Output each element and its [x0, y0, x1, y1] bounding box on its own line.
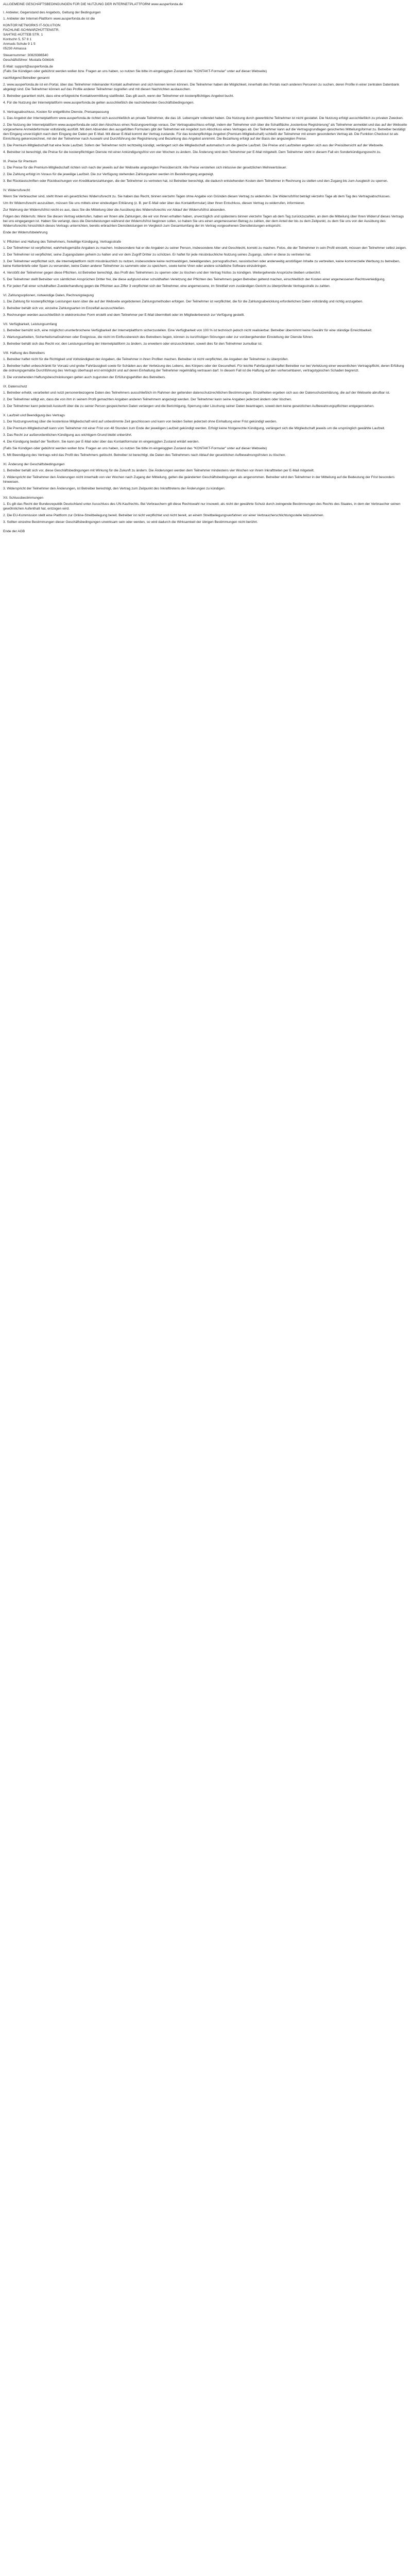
section-heading: III. Preise für Premium: [3, 160, 37, 163]
section-paragraph: 5. Mit Beendigung des Vertrags wird das Profil des Teilnehmers gelöscht. Betreiber ist berechtigt, die Daten des Teilnehmers nach Ablauf der gesetzlichen Aufbewahrungsfristen zu löschen.: [3, 453, 286, 457]
section-paragraph: 1. Die Zahlung für kostenpflichtige Leistungen kann über die auf der Webseite angebotenen Zahlungsmethoden erfolgen. Der Teilnehmer ist verpflichtet, die für die Zahlungsabwicklung erforderlichen Daten vollständig und richtig anzugeben.: [3, 300, 364, 303]
section: [3, 322, 409, 346]
section-paragraph: 4. Die Kündigung bedarf der Textform. Sie kann per E-Mail oder über das Kontaktformular im eingeloggten Zustand erklärt werden.: [3, 440, 200, 444]
section-heading: XI. Änderung der Geschäftsbedingungen: [3, 463, 65, 466]
agb-page: [0, 0, 412, 534]
section-paragraph: 3. Bei Rücklastschriften oder Rückbuchungen von Kreditkartenzahlungen, die der Teilnehmer zu vertreten hat, ist Betreiber berechtigt, die dadurch entstehenden Kosten dem Teilnehmer in Rechnung zu stellen und den Zugang bis zum Ausgleich zu sperren.: [3, 179, 388, 183]
section-heading: VI. Zahlungsoptionen, notwendige Daten, Rechnungslegung: [3, 294, 94, 297]
section-paragraph: Folgen des Widerrufs: Wenn Sie diesen Vertrag widerrufen, haben wir Ihnen alle Zahlungen, die wir von Ihnen erhalten haben, unverzüglich und spätestens binnen vierzehn Tagen ab dem Tag zurückzuzahlen, an dem die Mitteilung über Ihren Widerruf dieses Vertrags bei uns eingegangen ist. Haben Sie verlangt, dass die Dienstleistungen während der Widerrufsfrist beginnen sollen, so haben Sie uns einen angemessenen Betrag zu zahlen, der dem Anteil der bis zu dem Zeitpunkt, zu dem Sie uns von der Ausübung des Widerrufsrechts hinsichtlich dieses Vertrags unterrichten, bereits erbrachten Dienstleistungen im Vergleich zum Gesamtumfang der im Vertrag vorgesehenen Dienstleistungen entspricht.: [3, 215, 404, 228]
section-paragraph: 3. Sollten einzelne Bestimmungen dieser Geschäftsbedingungen unwirksam sein oder werden, so wird dadurch die Wirksamkeit der übrigen Bestimmungen nicht berührt.: [3, 520, 258, 524]
section-paragraph: Wenn Sie Verbraucher sind, steht Ihnen ein gesetzliches Widerrufsrecht zu. Sie haben das Recht, binnen vierzehn Tagen ohne Angabe von Gründen diesen Vertrag zu widerrufen. Die Widerrufsfrist beträgt vierzehn Tage ab dem Tag des Vertragsabschlusses.: [3, 195, 391, 198]
section-paragraph: Zur Wahrung der Widerrufsfrist reicht es aus, dass Sie die Mitteilung über die Ausübung des Widerrufsrechts vor Ablauf der Widerrufsfrist absenden.: [3, 208, 226, 212]
section-paragraph: 6. Für jeden Fall einer schuldhaften Zuwiderhandlung gegen die Pflichten aus Ziffer 3 verpflichtet sich der Teilnehmer, eine angemessene, im Streitfall vom zuständigen Gericht zu überprüfende Vertragsstrafe zu zahlen.: [3, 284, 331, 288]
section-paragraph: 2. Betreiber haftet unbeschränkt für Vorsatz und grobe Fahrlässigkeit sowie für Schäden aus der Verletzung des Lebens, des Körpers oder der Gesundheit. Für leichte Fahrlässigkeit haftet Betreiber nur bei Verletzung einer wesentlichen Vertragspflicht, deren Erfüllung die ordnungsgemäße Durchführung des Vertrags überhaupt erst ermöglicht und auf deren Einhaltung der Teilnehmer regelmäßig vertrauen darf. In diesem Fall ist die Haftung auf den vorhersehbaren, vertragstypischen Schaden begrenzt.: [3, 364, 404, 372]
section-paragraph: 2. Die Nutzung der Internetplattform www.ausperfonda.de setzt den Abschluss eines Nutzungsvertrags voraus. Der Vertragsabschluss erfolgt, indem der Teilnehmer sich über die Schaltfläche „kostenlose Registrierung" als Teilnehmer anmeldet und das auf der Webseite vorgesehene Anmeldeformular vollständig ausfüllt. Mit dem Absenden des ausgefüllten Formulars gibt der Teilnehmer ein Angebot zum Abschluss eines Vertrages ab. Der Teilnehmer kann auf die Vertragsgrundlagen gesichertes Mitteilungsformat zu. Betreiber bestätigt den Eingang unverzüglich nach dem Eingang der Daten per E-Mail. Mit dieser E-Mail kommt der Vertrag zustande. Für das kostenpflichtige Angebot (Premium-Mitgliedschaft) schließt der Teilnehmer mit einem gesonderten Vertrag ab. Die Funktion Checkout ist als Einrichtung gekennzeichnet, mit der der Teilnehmer nach Auswahl und Durchführung der Registrierung und Bezahlung das Angebot annimmt. Die Bezahlung erfolgt auf der Basis der angezeigten Preise.: [3, 123, 407, 141]
section-paragraph: KONTOR NETWORKS IT-SOLUTION FACHLINE-SCHWARZHÜTTENSTR. SAHTKE-HÜTTEB STR. 1 Kontschn 5, 57 8 1 Anmuds Schule 9 1 5 05230 Almassa: [3, 24, 61, 50]
section-paragraph: 3. Die Premium-Mitgliedschaft hat eine feste Laufzeit. Sofern der Teilnehmer nicht rechtzeitig kündigt, verlängert sich die Mitgliedschaft automatisch um die gleiche Laufzeit. Die Preise und Laufzeiten ergeben sich aus der Preisübersicht auf der Webseite.: [3, 144, 384, 147]
section-heading: IV. Widerrufsrecht: [3, 189, 30, 192]
section: [3, 240, 409, 289]
section-paragraph: 1. Betreiber bemüht sich, eine möglichst ununterbrochene Verfügbarkeit der Internetplattform sicherzustellen. Eine Verfügbarkeit von 100 % ist technisch jedoch nicht realisierbar. Betreiber übernimmt keine Gewähr für eine ständige Erreichbarkeit.: [3, 329, 372, 332]
section-paragraph: 1. Betreiber behält sich vor, diese Geschäftsbedingungen mit Wirkung für die Zukunft zu ändern. Die Änderungen werden dem Teilnehmer mindestens vier Wochen vor ihrem Inkrafttreten per E-Mail mitgeteilt.: [3, 469, 315, 472]
section-paragraph: 1. Betreiber erhebt, verarbeitet und nutzt personenbezogene Daten des Teilnehmers ausschließlich im Rahmen der geltenden datenschutzrechtlichen Bestimmungen. Einzelheiten ergeben sich aus der Datenschutzerklärung, die auf der Webseite abrufbar ist.: [3, 391, 390, 395]
section-paragraph: 1. Der Teilnehmer ist verpflichtet, wahrheitsgemäße Angaben zu machen. Insbesondere hat er die Angaben zu seiner Person, insbesondere Alter und Geschlecht, korrekt zu machen. Fotos, die der Teilnehmer in sein Profil einstellt, müssen den Teilnehmer selbst zeigen.: [3, 246, 407, 250]
section-paragraph: E-Mail: support@ausperfonda.de (Falls Sie Kündigen oder gebührst werden wollen bzw. Fragen an uns haben, so nutzen Sie bitte im eingeloggten Zustand das "KONTAKT-Formular" unter auf dieser Webseite): [3, 65, 267, 73]
sections-container: [3, 10, 409, 524]
section-paragraph: 3. Betreiber behält sich das Recht vor, den Leistungsumfang der Internetplattform zu ändern, zu erweitern oder einzuschränken, soweit dies für den Teilnehmer zumutbar ist.: [3, 342, 263, 346]
section-paragraph: 4. Für die Nutzung der Internetplattform www.ausperfonda.de gelten ausschließlich die nachstehenden Geschäftsbedingungen.: [3, 101, 194, 105]
section: [3, 462, 409, 491]
section-heading: I. Anbieter, Gegenstand des Angebots, Geltung der Bedingungen: [3, 11, 101, 14]
section-paragraph: 1. Die Preise für die Premium-Mitgliedschaft richten sich nach der jeweils auf der Webseite angezeigten Preisübersicht. Alle Preise verstehen sich inklusive der gesetzlichen Mehrwertsteuer.: [3, 166, 287, 170]
section-paragraph: 3. Betreiber garantiert nicht, dass eine erfolgreiche Kontaktvermittlung stattfindet. Das gilt auch, wenn der Teilnehmer ein kostenpflichtiges Angebot bucht.: [3, 94, 234, 98]
section-paragraph: 2. Der Teilnehmer willigt ein, dass die von ihm in seinem Profil gemachten Angaben anderen Teilnehmern angezeigt werden. Der Teilnehmer kann seine Angaben jederzeit ändern oder löschen.: [3, 398, 292, 401]
section-paragraph: Um Ihr Widerrufsrecht auszuüben, müssen Sie uns mittels einer eindeutigen Erklärung (z. B. per E-Mail oder über das Kontaktformular) über Ihren Entschluss, diesen Vertrag zu widerrufen, informieren.: [3, 201, 305, 205]
end-of-terms: Ende der AGB: [3, 530, 25, 533]
section-paragraph: 2. Widerspricht der Teilnehmer den Änderungen nicht innerhalb von vier Wochen nach Zugang der Mitteilung, gelten die geänderten Geschäftsbedingungen als angenommen. Betreiber wird den Teilnehmer in der Mitteilung auf die Bedeutung der Frist besonders hinweisen.: [3, 476, 395, 484]
section-paragraph: 1. Es gilt das Recht der Bundesrepublik Deutschland unter Ausschluss des UN-Kaufrechts. Bei Verbrauchern gilt diese Rechtswahl nur insoweit, als nicht der gewährte Schutz durch zwingende Bestimmungen des Rechts des Staates, in dem der Verbraucher seinen gewöhnlichen Aufenthalt hat, entzogen wird.: [3, 502, 401, 511]
section: [3, 384, 409, 409]
section-paragraph: Ende der Widerrufsbelehrung: [3, 231, 48, 234]
page-title: ALLGEMEINE GESCHÄFTSBEDINGUNGEN FÜR DIE NUTZUNG DER INTERNETPLATTFORM www.ausperfonda.de: [3, 3, 183, 6]
section-paragraph: 2. Die Premium-Mitgliedschaft kann vom Teilnehmer mit einer Frist von 48 Stunden zum Ende der jeweiligen Laufzeit gekündigt werden. Erfolgt keine fristgerechte Kündigung, verlängert sich die Mitgliedschaft jeweils um die ursprünglich gewählte Laufzeit.: [3, 427, 385, 430]
section-paragraph: 2. Wartungsarbeiten, Sicherheitsmaßnahmen oder Ereignisse, die nicht im Einflussbereich des Betreibers liegen, können zu kurzfristigen Störungen oder zur vorübergehenden Einstellung der Dienste führen.: [3, 335, 314, 339]
section-heading: X. Laufzeit und Beendigung des Vertrags: [3, 414, 65, 417]
section-heading: V. Pflichten und Haftung des Teilnehmers, freiwillige Kündigung, Vertragsstrafe: [3, 240, 122, 244]
section-heading: XII. Schlussbestimmungen: [3, 496, 44, 500]
section-paragraph: 3. Der Teilnehmer verpflichtet sich, die Internetplattform nicht missbräuchlich zu nutzen, insbesondere keine rechtswidrigen, beleidigenden, pornografischen, rassistischen oder anderweitig anstößigen Inhalte zu verbreiten, keine kommerzielle Werbung zu betreiben, keine Kettenbriefe oder Spam zu versenden, keine Daten anderer Teilnehmer zu sammeln oder zu speichern, sowie keine Viren oder andere schädliche Software einzubringen.: [3, 260, 400, 268]
section-paragraph: 2. Betreiber behält sich vor, einzelne Zahlungsarten im Einzelfall auszuschließen.: [3, 307, 125, 310]
section-paragraph: 1. Anbieter der Internet-Plattform www.ausperfonda.de ist die: [3, 17, 95, 21]
section: [3, 351, 409, 380]
section-paragraph: (Falls Sie Kündigen oder gebührst werden wollen bzw. Fragen an uns haben, so nutzen Sie bitte im eingeloggten Zustand das "KONTAKT-Formular" unter auf dieser Webseite): [3, 447, 267, 450]
section-paragraph: 2. Die EU-Kommission stellt eine Plattform zur Online-Streitbeilegung bereit. Betreiber ist nicht verpflichtet und nicht bereit, an einem Streitbeilegungsverfahren vor einer Verbraucherschlichtungsstelle teilzunehmen.: [3, 514, 324, 517]
section-paragraph: 3. Widerspricht der Teilnehmer den Änderungen, ist Betreiber berechtigt, den Vertrag zum Zeitpunkt des Inkrafttretens der Änderungen zu kündigen.: [3, 487, 226, 490]
section: [3, 159, 409, 183]
section-paragraph: 5. Der Teilnehmer stellt Betreiber von sämtlichen Ansprüchen Dritter frei, die diese aufgrund einer schuldhaften Verletzung der Pflichten des Teilnehmers gegen Betreiber geltend machen, einschließlich der Kosten einer angemessenen Rechtsverteidigung.: [3, 278, 385, 281]
section-paragraph: 2. www.ausperfonda.de ist ein Portal, über das Teilnehmer miteinander Kontakt aufnehmen und sich kennen lernen können. Die Teilnehmer haben die Möglichkeit, innerhalb des Portals nach anderen Personen zu suchen, deren Profile in einer zentralen Datenbank abgelegt sind. Die Teilnehmer können auf das Profile anderer Teilnehmer zugreifen und mit diesen Nachrichten austauschen.: [3, 83, 400, 91]
section: [3, 10, 409, 105]
section-paragraph: 4. Verstößt der Teilnehmer gegen diese Pflichten, ist Betreiber berechtigt, das Profil des Teilnehmers zu sperren oder zu löschen und den Vertrag fristlos zu kündigen. Weitergehende Ansprüche bleiben unberührt.: [3, 271, 321, 275]
section-heading: VII. Verfügbarkeit, Leistungsumfang: [3, 323, 57, 326]
section: [3, 110, 409, 155]
section-paragraph: 1. Der Nutzungsvertrag über die kostenlose Mitgliedschaft wird auf unbestimmte Zeit geschlossen und kann von beiden Seiten jederzeit ohne Einhaltung einer Frist gekündigt werden.: [3, 420, 277, 423]
section-paragraph: 1. Das Angebot der Internetplattform www.ausperfonda.de richtet sich ausschließlich an private Teilnehmer, die das 18. Lebensjahr vollendet haben. Die Nutzung durch gewerbliche Teilnehmer ist nicht gestattet. Die Nutzung erfolgt ausschließlich zu privaten Zwecken.: [3, 116, 404, 120]
section: [3, 496, 409, 524]
section-heading: IX. Datenschutz: [3, 385, 27, 388]
section-paragraph: 3. Rechnungen werden ausschließlich in elektronischer Form erstellt und dem Teilnehmer per E-Mail übermittelt oder im Mitgliederbereich zur Verfügung gestellt.: [3, 313, 245, 317]
section-heading: VIII. Haftung des Betreibers: [3, 351, 45, 355]
section-heading: II. Vertragsabschluss, Kosten für entgeltliche Dienste, Preisanpassung: [3, 110, 109, 114]
section-paragraph: 4. Betreiber ist berechtigt, die Preise für die kostenpflichtigen Dienste mit einer Ankündigungsfrist von vier Wochen zu ändern. Die Änderung wird dem Teilnehmer per E-Mail mitgeteilt. Dem Teilnehmer steht in diesem Fall ein Sonderkündigungsrecht zu.: [3, 150, 382, 154]
section-paragraph: 3. Die vorstehenden Haftungsbeschränkungen gelten auch zugunsten der Erfüllungsgehilfen des Betreibers.: [3, 376, 166, 379]
section-paragraph: 3. Der Teilnehmer kann jederzeit Auskunft über die zu seiner Person gespeicherten Daten verlangen und die Berichtigung, Sperrung oder Löschung seiner Daten beantragen, soweit dem keine gesetzlichen Aufbewahrungspflichten entgegenstehen.: [3, 404, 374, 408]
section: [3, 413, 409, 457]
section-paragraph: 3. Das Recht zur außerordentlichen Kündigung aus wichtigem Grund bleibt unberührt.: [3, 433, 132, 437]
section: [3, 293, 409, 317]
section-paragraph: 1. Betreiber haftet nicht für die Richtigkeit und Vollständigkeit der Angaben, die Teilnehmer in ihren Profilen machen. Betreiber ist nicht verpflichtet, die Angaben der Teilnehmer zu überprüfen.: [3, 358, 289, 361]
section-paragraph: 2. Die Zahlung erfolgt im Voraus für die jeweilige Laufzeit. Die zur Verfügung stehenden Zahlungsarten werden im Bestellvorgang angezeigt.: [3, 173, 214, 176]
section-paragraph: Steuernummer: 30829386540 Geschäftsführer: Mustafa Göktürk: [3, 54, 54, 62]
section: [3, 188, 409, 235]
section-paragraph: 2. Der Teilnehmer ist verpflichtet, seine Zugangsdaten geheim zu halten und vor dem Zugriff Dritter zu schützen. Er haftet für jede missbräuchliche Nutzung seines Zugangs, sofern er diese zu vertreten hat.: [3, 253, 312, 257]
section-paragraph: nachfolgend Betreiber genannt: [3, 76, 50, 80]
